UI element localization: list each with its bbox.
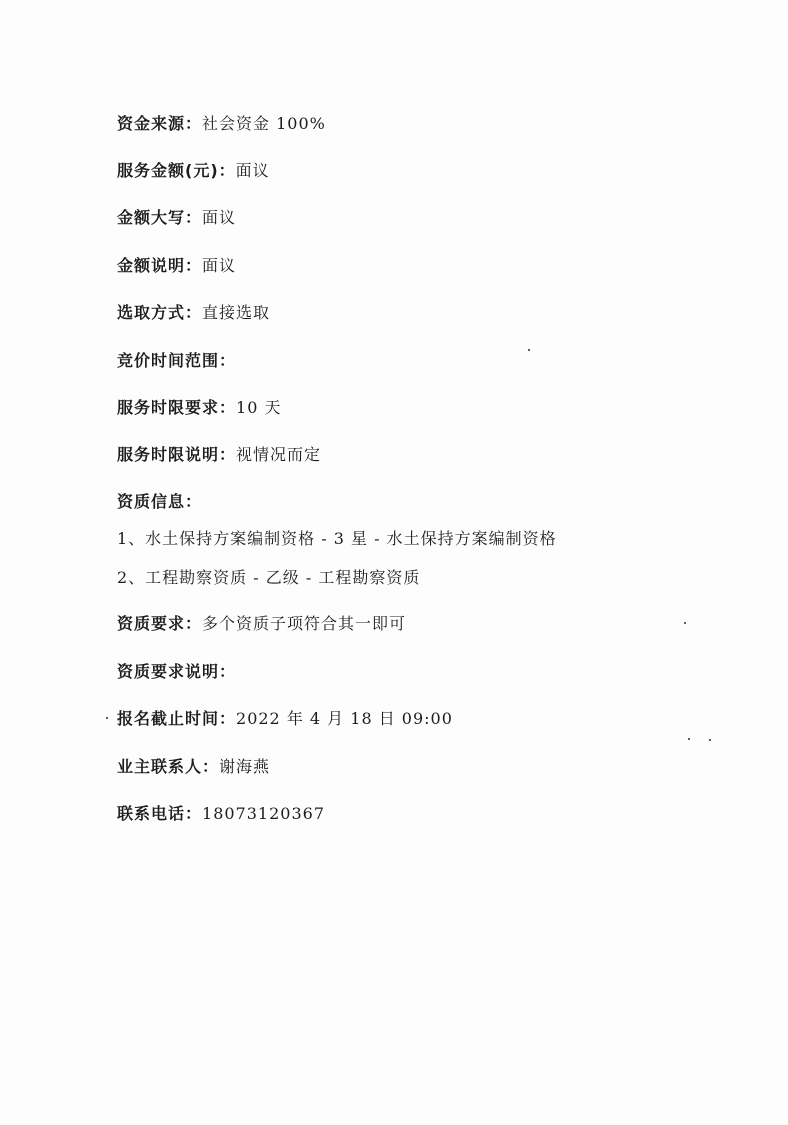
scan-speck — [709, 739, 711, 741]
service-amount-label: 服务金额(元)： — [117, 161, 236, 180]
service-time-note-line — [117, 444, 321, 466]
selection-method-label: 选取方式： — [117, 303, 203, 322]
service-time-req-value: 10 天 — [236, 398, 282, 417]
amount-words-label: 金额大写： — [117, 208, 203, 227]
amount-note-value: 面议 — [202, 256, 237, 275]
qualification-req-label: 资质要求： — [117, 614, 203, 633]
amount-words-value: 面议 — [202, 208, 237, 227]
scan-speck — [106, 717, 108, 719]
scan-speck — [684, 622, 686, 624]
deadline-label: 报名截止时间： — [117, 709, 237, 728]
amount-words-line — [117, 207, 236, 229]
service-amount-line — [117, 160, 270, 182]
amount-note-line — [117, 255, 236, 277]
owner-contact-value: 谢海燕 — [219, 757, 271, 776]
service-time-req-line — [117, 397, 281, 419]
qualification-req-line — [117, 613, 406, 635]
qualification-item: 1、水土保持方案编制资格 - 3 星 - 水土保持方案编制资格 — [117, 529, 557, 548]
service-time-req-label: 服务时限要求： — [117, 398, 237, 417]
qualification-req-value: 多个资质子项符合其一即可 — [202, 614, 407, 633]
selection-method-line — [117, 302, 270, 324]
qualification-item: 2、工程勘察资质 - 乙级 - 工程勘察资质 — [117, 568, 421, 587]
bid-time-range-label: 竞价时间范围： — [117, 351, 237, 370]
selection-method-value: 直接选取 — [202, 303, 271, 322]
fund-source-value: 社会资金 100% — [202, 114, 326, 133]
service-time-note-value: 视情况而定 — [236, 445, 322, 464]
bid-time-range-line — [117, 350, 236, 372]
fund-source-line — [117, 113, 326, 135]
fund-source-label: 资金来源： — [117, 114, 203, 133]
qualification-req-note-line — [117, 661, 236, 683]
deadline-value: 2022 年 4 月 18 日 09:00 — [236, 709, 453, 728]
owner-contact-line — [117, 756, 270, 778]
qualification-info-line — [117, 491, 202, 513]
scan-speck — [688, 738, 690, 740]
qualification-info-label: 资质信息： — [117, 492, 203, 511]
scan-speck — [528, 349, 530, 351]
service-amount-value: 面议 — [235, 161, 270, 180]
deadline-line — [117, 708, 453, 730]
phone-line — [117, 803, 325, 825]
phone-value: 18073120367 — [202, 804, 325, 823]
service-time-note-label: 服务时限说明： — [117, 445, 237, 464]
qualification-req-note-label: 资质要求说明： — [117, 662, 237, 681]
phone-label: 联系电话： — [117, 804, 203, 823]
amount-note-label: 金额说明： — [117, 256, 203, 275]
owner-contact-label: 业主联系人： — [117, 757, 220, 776]
